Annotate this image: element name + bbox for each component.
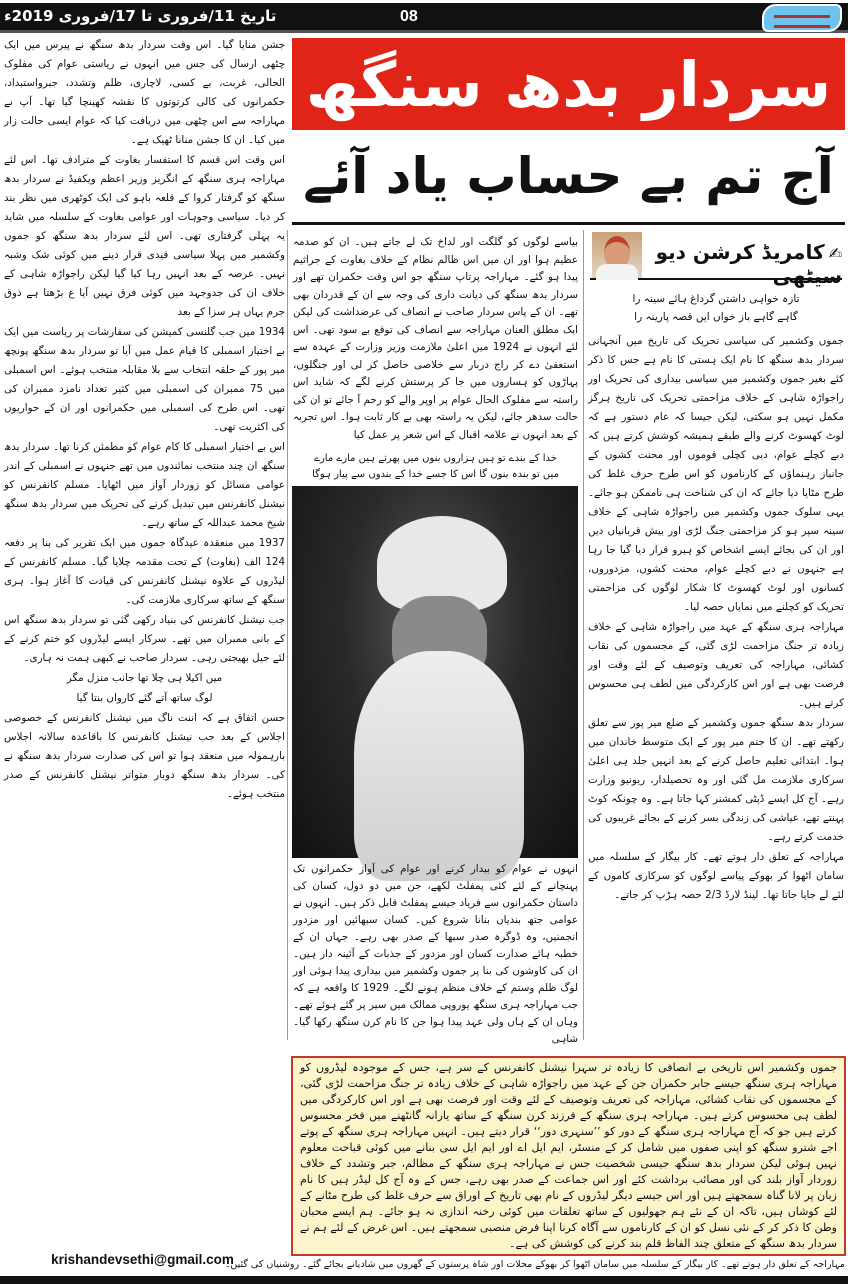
footer-bar [0,1276,848,1284]
left-column [4,36,285,805]
highlight-text: جموں وکشمیر اس تاریخی بے انصافی کا زیادہ تر سہرا نیشنل کانفرنس کے سر ہے، جس کے موجودہ لیڈروں کو مہاراجہ ہری سنگھ جیسے جابر حکمران جن کے عہد میں راجواڑہ شاہی کے خلاف زیادہ تر جنگ مزاحمت لڑی گئی، کے مجسموں کی نقاب کشائی، مہاراجہ کی تعریف وتوصیف کے لئے وقت اور فرصت بھی ہے اور اس کارکردگی میں لطف ہی محسوس کرتے ہیں۔ مہاراجہ ہری سنگھ کے فرزند کرن سنگھ کے ساتھ یارانہ گانٹھنے میں فخر محسوس کرتے ہیں جو کہ آج مہاراجہ ہری سنگھ کے دور کو ’’سنہری دور‘‘ قرار دیتے ہیں۔ انہیں مہاراجہ ہری سنگھ کے پوتے اجے شترو سنگھ کو اپنی صفوں میں شامل کر کے منسٹر، ایم ایل اے اور ایم ایل سی بنانے میں کوئی قباحت معلوم نہیں ہوئی لیکن سردار بدھ سنگھ جیسی شخصیت جس نے مہاراجہ ہری سنگھ کے مظالم، جبر وتشدد کے خلاف زوردار آواز بلند کی اور مصائب برداشت کئے اور اس جماعت کے صدر بھی رہے، جس کے وہ آج کل لیڈر ہیں کا نام زبان پر لانا گناہ سمجھتے ہیں اور اس جیسے دیگر لیڈروں کے نام بھی تاریخ کے اوراق سے حرف غلط کی طرح مٹانے کے لئے کوشاں ہیں، تاکہ ان کے نئے ہم جھولیوں کے ساتھ تعلقات میں کوئی رخنہ اندازی نہ ہو جائے۔ ہم ایسے محبان وطن کا ذکر کر کے نئی نسل کو ان کے کارناموں سے آگاہ کرنا اپنا فرض منصبی سمجھتے ہیں۔ اس غرض کے لئے ہم نے سردار بدھ سنگھ کے متعلق چند الفاظ قلم بند کرنے کی کوشش کی ہے۔ [300,1061,837,1250]
verse-line: میں تو بندہ بنوں گا اس کا جسے خدا کے بندوں سے پیار ہوگا [293,467,578,483]
newspaper-logo [762,4,842,32]
masthead-bar [0,3,848,33]
author-email: krishandevsethi@gmail.com [51,1252,234,1267]
middle-column [293,234,578,445]
byline [590,232,842,288]
subheadline: آج تم بے حساب یاد آئے [303,147,834,205]
paragraph: اس بے اختیار اسمبلی کا کام عوام کو مطمئن کرنا تھا۔ سردار بدھ سنگھ ان چند منتخب نمائندوں میں تھے جنہوں نے اسمبلی کے اندر عوامی مسائل کو زوردار آواز میں اٹھایا۔ مسلم کانفرنس کو نیشنل کانفرنس میں تبدیل کرنے کی تحریک میں سردار بدھ سنگھ شیخ محمد عبداللہ کے ساتھ رہے۔ [4,441,285,529]
paragraph: جموں وکشمیر کی سیاسی تحریک کی تاریخ میں آنجہانی سردار بدھ سنگھ کا نام ایک ہستی کا نام ہے جس کا ذکر کئے بغیر جموں وکشمیر میں سیاسی بیداری کی تحریک اور راجواڑہ شاہی کے خلاف مزاحمتی تحریک کی تاریخ ہرگز مکمل نہیں ہو سکتی، لیکن جیسا کہ عام دستور ہے کہ لوٹ کھسوٹ کرنے والے طبقے ہمیشہ کوشش کرتے ہیں کہ دبے کچلے عوام، دبی کچلی قوموں اور محنت کشوں کے جانباز رہنماؤں کے کارناموں کو اس طرح حرف غلط کی طرح مٹایا دیا جائے کہ ان کی شناخت ہی ناممکن ہو جائے۔ یہی سلوک جموں وکشمیر میں راجواڑہ شاہی کے خلاف سینہ سپر ہو کر مزاحمتی جنگ لڑی اور بیش قربانیاں دیں اور ان کی بجائے ایسے اشخاص کو ہیرو قرار دیا گیا جا رہا ہے جنہوں نے دبے کچلے عوام، محنت کشوں، مزدوروں، کسانوں اور لوٹ کھسوٹ کا شکار لوگوں کی مزاحمتی تحریک کو کچلنے میں نمایاں حصہ لیا۔ [588,335,844,613]
pen-icon: ✍ [828,244,842,263]
portrait-photo [292,486,578,858]
paragraph: حسن اتفاق ہے کہ اننت ناگ میں نیشنل کانفرنس کے خصوصی اجلاس کے بعد جب نیشنل کانفرنس کا باقاعدہ سالانہ اجلاس بارہمولہ میں منعقد ہوا تو اس کی صدارت سردار بدھ سنگھ نے کی۔ سردار بدھ سنگھ دوبار متواتر نیشنل کانفرنس کے صدر منتخب ہوئے۔ [4,712,285,800]
paragraph: 1934 میں جب گلنسی کمیشن کی سفارشات پر ریاست میں ایک بے اختیار اسمبلی کا قیام عمل میں آیا تو سردار بدھ سنگھ پونچھ میر پور کے حلقہ انتخاب سے بلا مقابلہ منتخب ہوئے۔ اس اسمبلی میں 75 ممبران کی اسمبلی میں کثیر تعداد نامزد ممبران کی تھی۔ اس طرح کی اسمبلی میں حکمرانوں اور ان کے حواریوں کی اکثریت تھی۔ [4,326,286,433]
paragraph: بیاسے لوگوں کو گلگت اور لداخ تک لے جاتے ہیں۔ ان کو صدمہ عظیم ہوا اور ان میں اس ظالم نظام کے خلاف بغاوت کے جراثیم پیدا ہو گئے۔ مہاراجہ پرتاپ سنگھ جو اس وقت حکمران تھے اور سردار بدھ سنگھ کی دیانت داری کی وجہ سے ان کے قدردان بھی تھے۔ ان کے پاس سردار صاحب نے انصاف کی عرضداشت کی لیکن ایک مطلق العنان مہاراجہ سے انصاف کی توقع بے سود تھی۔ اس لئے انہوں نے 1924 میں اعلیٰ ملازمت وزیر وزارت کے عہدہ سے استعفیٰ دے کر راج دربار سے خلاصی حاصل کر لی اور جنگلوں، پہاڑوں کو ہساروں میں جا کر پرستش کرنے لگے کہ شاید اس راستہ سے مفلوک الحال عوام پر اوپر والے کو رحم آ جائے تو ان کی حالت سدھر جائے، لیکن یہ راستہ بھی بے کار ثابت ہوا۔ اس تجربہ کے بعد انہوں نے علامہ اقبال کے اس شعر پر عمل کیا [293,236,579,441]
paragraph: 1937 میں منعقدہ عیدگاہ جموں میں ایک تقریر کی بنا پر دفعہ 124 الف (بغاوت) کے تحت مقدمہ چلایا گیا۔ مسلم کانفرنس کے لیڈروں کے علاوہ نیشنل کانفرنس کی قیادت کا آغاز ہوا۔ ہری سنگھ کے ساتھ سرکاری ملازمت کی۔ [4,537,285,606]
right-column [588,332,844,906]
continuation-line: مہاراجہ کے تعلق دار ہوتے تھے۔ کار بیگار کے سلسلہ میں سامان اٹھوا کر بھوکے محلات اور شاہ پرستوں کے گھروں میں شادیانے بجائے گئے۔ روشنیاں کی گئیں۔ [224,1259,845,1270]
column-divider [583,230,584,1040]
paragraph: انہوں نے عوام کو بیدار کرنے اور عوام کی آواز حکمرانوں تک پہنچانے کے لئے کئی پمفلٹ لکھے، جن میں دو دول، کسان کی داستان حکمرانوں سے فریاد جیسے پمفلٹ قابل ذکر ہیں۔ انہوں نے عوامی جتھ بندیاں بنانا شروع کیں۔ کسان سبھائیں اور مزدور انجمنیں، وہ ڈوگرہ صدر سبھا کے صدر بھی رہے۔ جہاں ان کے خطبہ ہائے صدارت کسان اور مزدور کے جذبات کے آئینہ دار ہیں۔ ان کی کاوشوں کی بنا پر جموں وکشمیر میں بیداری پیدا ہوئی اور لوگ ظلم وستم کے خلاف منظم ہونے لگے۔ 1929 کا واقعہ ہے کہ جب مہاراجہ ہری سنگھ یوروپی ممالک میں سیر پر گئے ہوئے تھے۔ وہاں ان کے ہاں ولی عہد پیدا ہوا جن کا نام کرن سنگھ رکھا گیا۔ شاہی [293,863,579,1045]
verse-line: خدا کے بندے تو ہیں ہزاروں بنوں میں پھرتے ہیں مارے مارے [293,451,578,467]
paragraph: سردار بدھ سنگھ جموں وکشمیر کے ضلع میر پور سے تعلق رکھتے تھے۔ ان کا جنم میر پور کے ایک متوسط خاندان میں ہوا۔ ابتدائی تعلیم حاصل کرنے کے بعد انہیں جلد ہی اعلیٰ سرکاری ملازمت مل گئی اور وہ تحصیلدار، ریونیو وزارت رہے۔ آج کل ایسے ڈپٹی کمشنر کہا جاتا ہے۔ وہ چونکہ کوٹ پہنتے تھے، عیاشی کی زندگی بسر کرنے کے بجائے غریبوں کی خدمت کرتے رہے۔ [588,717,844,843]
paragraph: جب نیشنل کانفرنس کی بنیاد رکھی گئی تو سردار بدھ سنگھ اس کے بانی ممبران میں تھے۔ سرکار ایسے لیڈروں کو ختم کرنے کے لئے جیل بھیجتی رہی۔ سردار صاحب نے کبھی ہمت نہ ہاری۔ [4,614,285,664]
page-number: 08 [400,8,418,25]
paragraph: جشن منایا گیا۔ اس وقت سردار بدھ سنگھ نے پیرس میں ایک چٹھی ارسال کی جس میں انہوں نے ریاستی عوام کی مفلوک الحالی، غربت، بے کسی، لاچاری، ظلم وتشدد، جبرواستبداد، حکمرانوں کی کالی کرتوتوں کا نقشہ کھینچا گیا تھا۔ آپ نے مہاراجہ سے اس چٹھی میں دریافت کیا کہ عوام ایسی حالت زار میں کیا۔ ان کا جشن منانا ٹھیک ہے۔ [4,39,285,146]
headline-box [292,38,845,130]
paragraph: اس وقت اس قسم کا استفسار بغاوت کے مترادف تھا۔ اس لئے مہاراجہ ہری سنگھ کے انگریز وزیر اعظم ویکفیڈ نے سردار بدھ سنگھ کو گرفتار کروا کے قلعہ باہو کی ایک کوٹھری میں نظر بند کر دیا۔ سیاسی وجوہات اور عوامی بغاوت کے سلسلہ میں شاید یہ پہلی گرفتاری تھی۔ اس لئے سردار بدھ سنگھ کو جموں وکشمیر میں پہلا سیاسی قیدی قرار دینے میں کوئی شک وشبہ نہیں۔ عرصہ کے بعد انہیں رہا کیا گیا لیکن راجواڑہ شاہی کے خلاف ان کی جدوجہد میں کوئی فرق نہیں آیا ع بڑھتا ہے ذوق جرم یہاں ہر سزا کے بعد [4,154,285,318]
verse-line: تازہ خواہی داشتن گرداغ ہائے سینہ را [632,293,800,305]
divider [292,222,845,225]
issue-date: تاریخ 11/فروری تا 17/فروری 2019ء [4,7,277,25]
photo-adjacent-text [293,861,578,1049]
verse-line: میں اکیلا ہی چلا تھا جانب منزل مگر [66,672,223,684]
author-name: کامریڈ کرشن دیو سیٹھی [655,240,842,288]
verse-line: گاہے گاہے باز خواں ایں قصہ پارینہ را [634,311,798,323]
verse-line: لوگ ساتھ آتے گئے کارواں بنتا گیا [76,692,213,704]
highlight-box [291,1056,846,1256]
headline: سردار بدھ سنگھ [305,47,832,121]
column-divider [287,230,288,1040]
paragraph: مہاراجہ ہری سنگھ کے عہد میں راجواڑہ شاہی کے خلاف زیادہ تر جنگ مزاحمت لڑی گئی، کے مجسموں کی نقاب کشائی، مہاراجہ کی تعریف وتوصیف کے لئے وقت اور فرصت بھی ہے اور اس کارکردگی میں لطف ہی محسوس کرتے ہیں۔ [588,621,844,709]
paragraph: مہاراجہ کے تعلق دار ہوتے تھے۔ کار بیگار کے سلسلہ میں سامان اٹھوا کر بھوکے پیاسے لوگوں کو سرکاری کاموں کے لئے لے جایا جاتا تھا۔ لینڈ لارڈ 2/3 حصہ ہڑپ کر جاتے۔ [588,851,844,901]
